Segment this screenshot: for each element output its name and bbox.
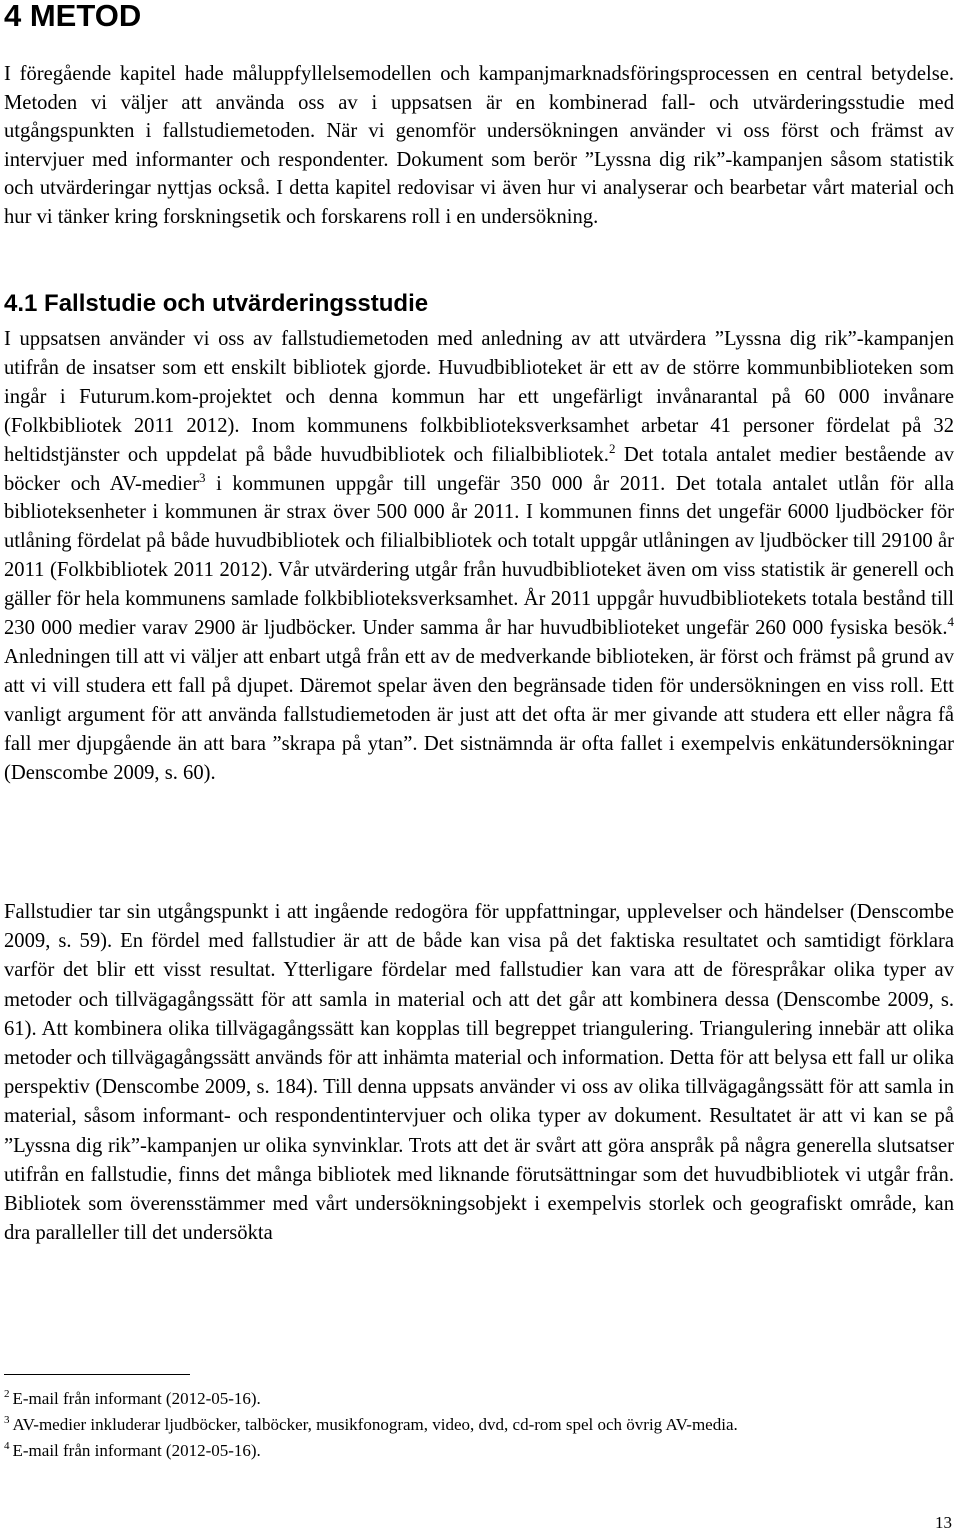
footnote-number: 2 [4, 1388, 10, 1401]
footnote-ref: 4 [947, 614, 954, 630]
footnote-separator [4, 1374, 190, 1375]
paragraph-text: Anledningen till att vi väljer att enbart utgå från ett av de medverkande biblioteken, är först och främst på grund av att vi vill studera ett fall på djupet. Däremot spelar även den begränsade tiden för undersökningen en viss roll. Ett vanligt argument för att använda fallstudiemetoden är just att det ofta är mer givande att studera ett eller några få fall mer djupgående än att bara ”skrapa på ytan”. Det sistnämnda är ofta fallet i exempelvis enkätundersökningar (Denscombe 2009, s. 60). [4, 645, 954, 784]
footnote-number: 4 [4, 1440, 10, 1453]
footnote-ref: 3 [199, 469, 206, 485]
footnote-number: 3 [4, 1414, 10, 1427]
section-paragraph-1 [4, 325, 954, 788]
footnote-ref: 2 [608, 440, 616, 456]
paragraph-text: Det totala antalet medier bestående av böcker och AV-medier [4, 443, 954, 495]
chapter-heading: 4 METOD [4, 0, 142, 33]
paragraph-text: i kommunen uppgår till ungefär 350 000 år 2011. Det totala antalet utlån för alla biblioteksenheter i kommunen är strax över 500 000 år 2011. I kommunen finns det ungefär 6000 ljudböcker för utlåning fördelat på både huvudbibliotek och filialbibliotek och totalt uppgår utlåningen av ljudböcker till 29100 år 2011 (Folkbibliotek 2011 2012). Vår utvärdering utgår från huvudbiblioteket även om viss statistik är generell och gäller för hela kommunens samlade folkbiblioteksverksamhet. År 2011 uppgår huvudbibliotekets totala bestånd till 230 000 medier varav 2900 är ljudböcker. Under samma år har huvudbiblioteket ungefär 260 000 fysiska besök. [4, 472, 954, 640]
footnotes [4, 1386, 954, 1464]
footnote-text: E-mail från informant (2012-05-16). [12, 1441, 261, 1460]
footnote [4, 1386, 954, 1412]
section-heading: 4.1 Fallstudie och utvärderingsstudie [4, 290, 429, 317]
section-paragraph-2: Fallstudier tar sin utgångspunkt i att ingående redogöra för uppfattningar, upplevelser och händelser (Denscombe 2009, s. 59). En fördel med fallstudier är att de både kan visa på det faktiska resultatet och samtidigt förklara varför det blir ett visst resultat. Ytterligare fördelar med fallstudier kan vara att de förespråkar olika typer av metoder och tillvägagångssätt för att samla in material och att det går att kombinera dessa (Denscombe 2009, s. 61). Att kombinera olika tillvägagångssätt kan kopplas till begreppet triangulering. Triangulering innebär att olika metoder och tillvägagångssätt används för att inhämta material och information. Detta för att belysa ett fall ur olika perspektiv (Denscombe 2009, s. 184). Till denna uppsats använder vi oss av olika tillvägagångssätt för att samla in material, såsom informant- och respondentintervjuer och olika typer av dokument. Resultatet är att vi kan se på ”Lyssna dig rik”-kampanjen ur olika synvinklar. Trots att det är svårt att göra anspråk på några generella slutsatser utifrån en fallstudie, finns det många bibliotek med liknande förutsättningar som det huvudbibliotek vi utgår från. Bibliotek som överensstämmer med vårt undersökningsobjekt i exempelvis storlek och geografiskt område, kan dra paralleller till det undersökta [4, 901, 954, 1245]
footnote [4, 1412, 954, 1438]
footnote-text: AV-medier inkluderar ljudböcker, talböcker, musikfonogram, video, dvd, cd-rom spel och övrig AV-media. [12, 1415, 738, 1434]
paragraph-text: I uppsatsen använder vi oss av fallstudiemetoden med anledning av att utvärdera ”Lyssna dig rik”-kampanjen utifrån de insatser som ett enskilt bibliotek gjorde. Huvudbiblioteket är ett av de större kommunbiblioteken som ingår i Futurum.kom-projektet och denna kommun har ett ungefärligt invånarantal på 60 000 invånare (Folkbibliotek 2011 2012). Inom kommunens folkbiblioteksverksamhet arbetar 41 personer fördelat på 32 heltidstjänster och uppdelat på både huvudbibliotek och filialbibliotek. [4, 328, 954, 466]
footnote-text: E-mail från informant (2012-05-16). [12, 1389, 261, 1408]
intro-paragraph: I föregående kapitel hade måluppfyllelsemodellen och kampanjmarknadsföringsprocessen en central betydelse. Metoden vi väljer att använda oss av i uppsatsen är en kombinerad fall- och utvärderingsstudie med utgångspunkten i fallstudiemetoden. När vi genomför undersökningen använder vi oss först och främst av intervjuer med informanter och respondenter. Dokument som berör ”Lyssna dig rik”-kampanjen såsom statistik och utvärderingar nyttjas också. I detta kapitel redovisar vi även hur vi analyserar och bearbetar vårt material och hur vi tänker kring forskningsetik och forskarens roll i en undersökning. [4, 63, 954, 228]
page-number: 13 [935, 1513, 952, 1532]
footnote [4, 1438, 954, 1464]
